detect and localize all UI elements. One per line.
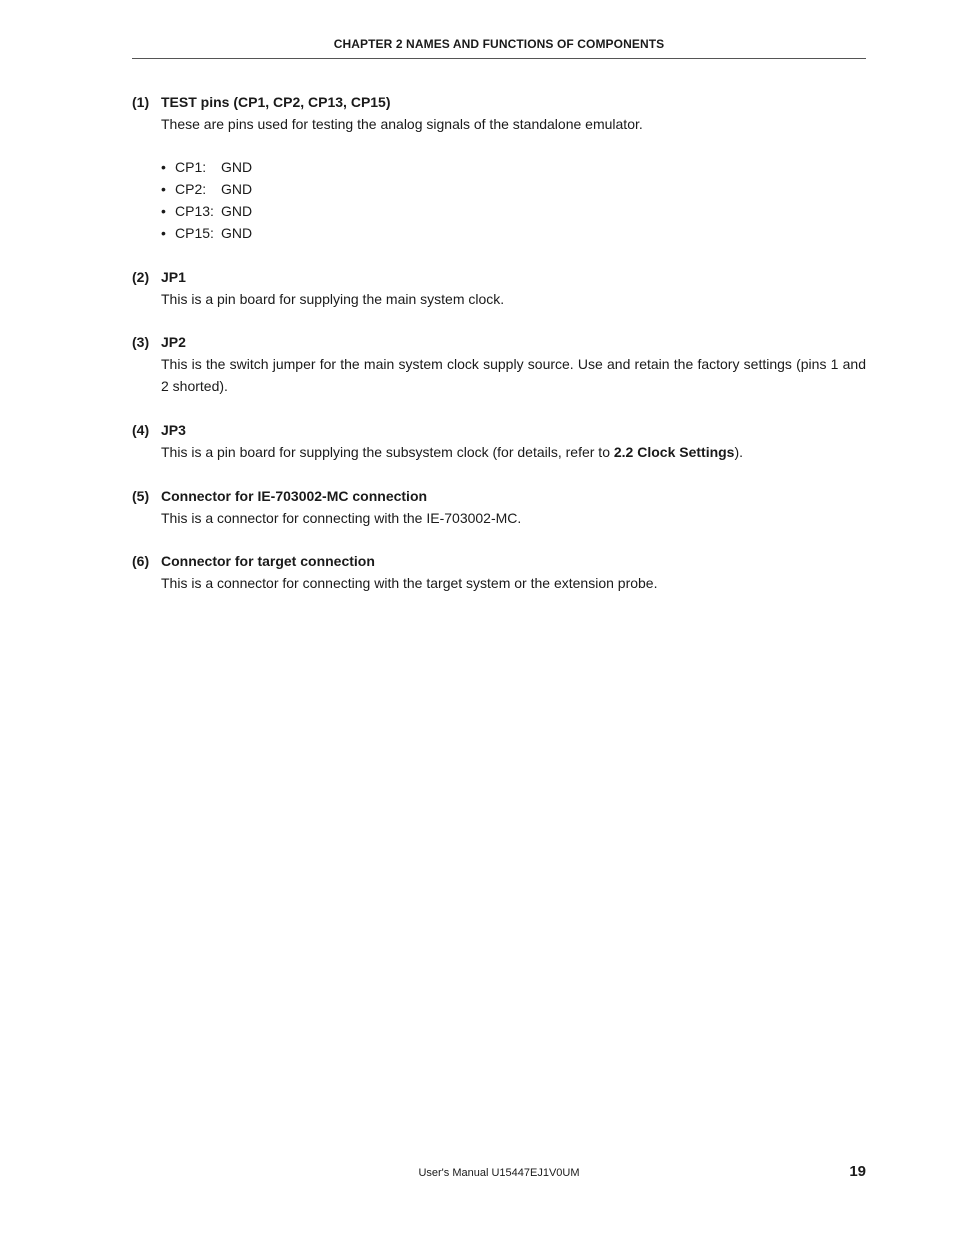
pin-name: CP1: bbox=[175, 159, 207, 175]
bullet-icon: • bbox=[161, 181, 166, 197]
clock-settings-reference: 2.2 Clock Settings bbox=[613, 444, 735, 460]
section-jp2 bbox=[132, 331, 866, 397]
section-title: JP2 bbox=[161, 334, 186, 350]
section-title: JP1 bbox=[161, 269, 186, 285]
section-heading bbox=[132, 550, 866, 572]
section-jp1 bbox=[132, 266, 866, 310]
section-test-pins bbox=[132, 91, 866, 244]
bullet-icon: • bbox=[161, 225, 166, 241]
section-jp3 bbox=[132, 419, 866, 463]
section-number: (6) bbox=[132, 553, 150, 569]
section-heading bbox=[132, 419, 866, 441]
section-text: This is a pin board for supplying the main system clock. bbox=[161, 291, 505, 307]
section-connector-ie bbox=[132, 485, 866, 529]
text-before-reference: This is a pin board for supplying the subsystem clock (for details, refer to bbox=[161, 444, 614, 460]
bullet-icon: • bbox=[161, 203, 166, 219]
pin-name: CP2: bbox=[175, 181, 207, 197]
section-number: (3) bbox=[132, 334, 150, 350]
list-item bbox=[161, 156, 866, 178]
page-number: 19 bbox=[849, 1163, 866, 1180]
section-title: Connector for IE-703002-MC connection bbox=[161, 488, 428, 504]
section-number: (2) bbox=[132, 269, 150, 285]
section-text bbox=[161, 441, 866, 463]
chapter-header: CHAPTER 2 NAMES AND FUNCTIONS OF COMPONENTS bbox=[333, 37, 665, 51]
bullet-icon: • bbox=[161, 159, 166, 175]
section-connector-target bbox=[132, 550, 866, 594]
section-number: (4) bbox=[132, 422, 150, 438]
pin-value: GND bbox=[221, 225, 253, 241]
section-heading bbox=[132, 331, 866, 353]
list-item bbox=[161, 222, 866, 244]
section-text: These are pins used for testing the analog signals of the standalone emulator. bbox=[161, 116, 643, 132]
section-title: Connector for target connection bbox=[161, 553, 375, 569]
section-title: TEST pins (CP1, CP2, CP13, CP15) bbox=[161, 94, 391, 110]
header-divider bbox=[132, 58, 866, 59]
pin-value: GND bbox=[221, 181, 253, 197]
section-heading bbox=[132, 266, 866, 288]
pin-name: CP13: bbox=[175, 203, 214, 219]
text-after-reference: ). bbox=[734, 444, 744, 460]
section-heading bbox=[132, 485, 866, 507]
section-number: (1) bbox=[132, 94, 150, 110]
section-number: (5) bbox=[132, 488, 150, 504]
section-text: This is a connector for connecting with the target system or the extension probe. bbox=[161, 575, 658, 591]
pin-value: GND bbox=[221, 203, 253, 219]
section-text: This is a connector for connecting with the IE-703002-MC. bbox=[161, 510, 522, 526]
section-title: JP3 bbox=[161, 422, 186, 438]
test-pin-list bbox=[161, 156, 866, 244]
pin-value: GND bbox=[221, 159, 253, 175]
section-heading bbox=[132, 91, 866, 113]
list-item bbox=[161, 178, 866, 200]
list-item bbox=[161, 200, 866, 222]
footer-manual-id: User's Manual U15447EJ1V0UM bbox=[418, 1167, 580, 1179]
section-text: This is the switch jumper for the main system clock supply source. Use and retain the factory settings (pins 1 and 2 shorted). bbox=[161, 356, 866, 394]
pin-name: CP15: bbox=[175, 225, 214, 241]
